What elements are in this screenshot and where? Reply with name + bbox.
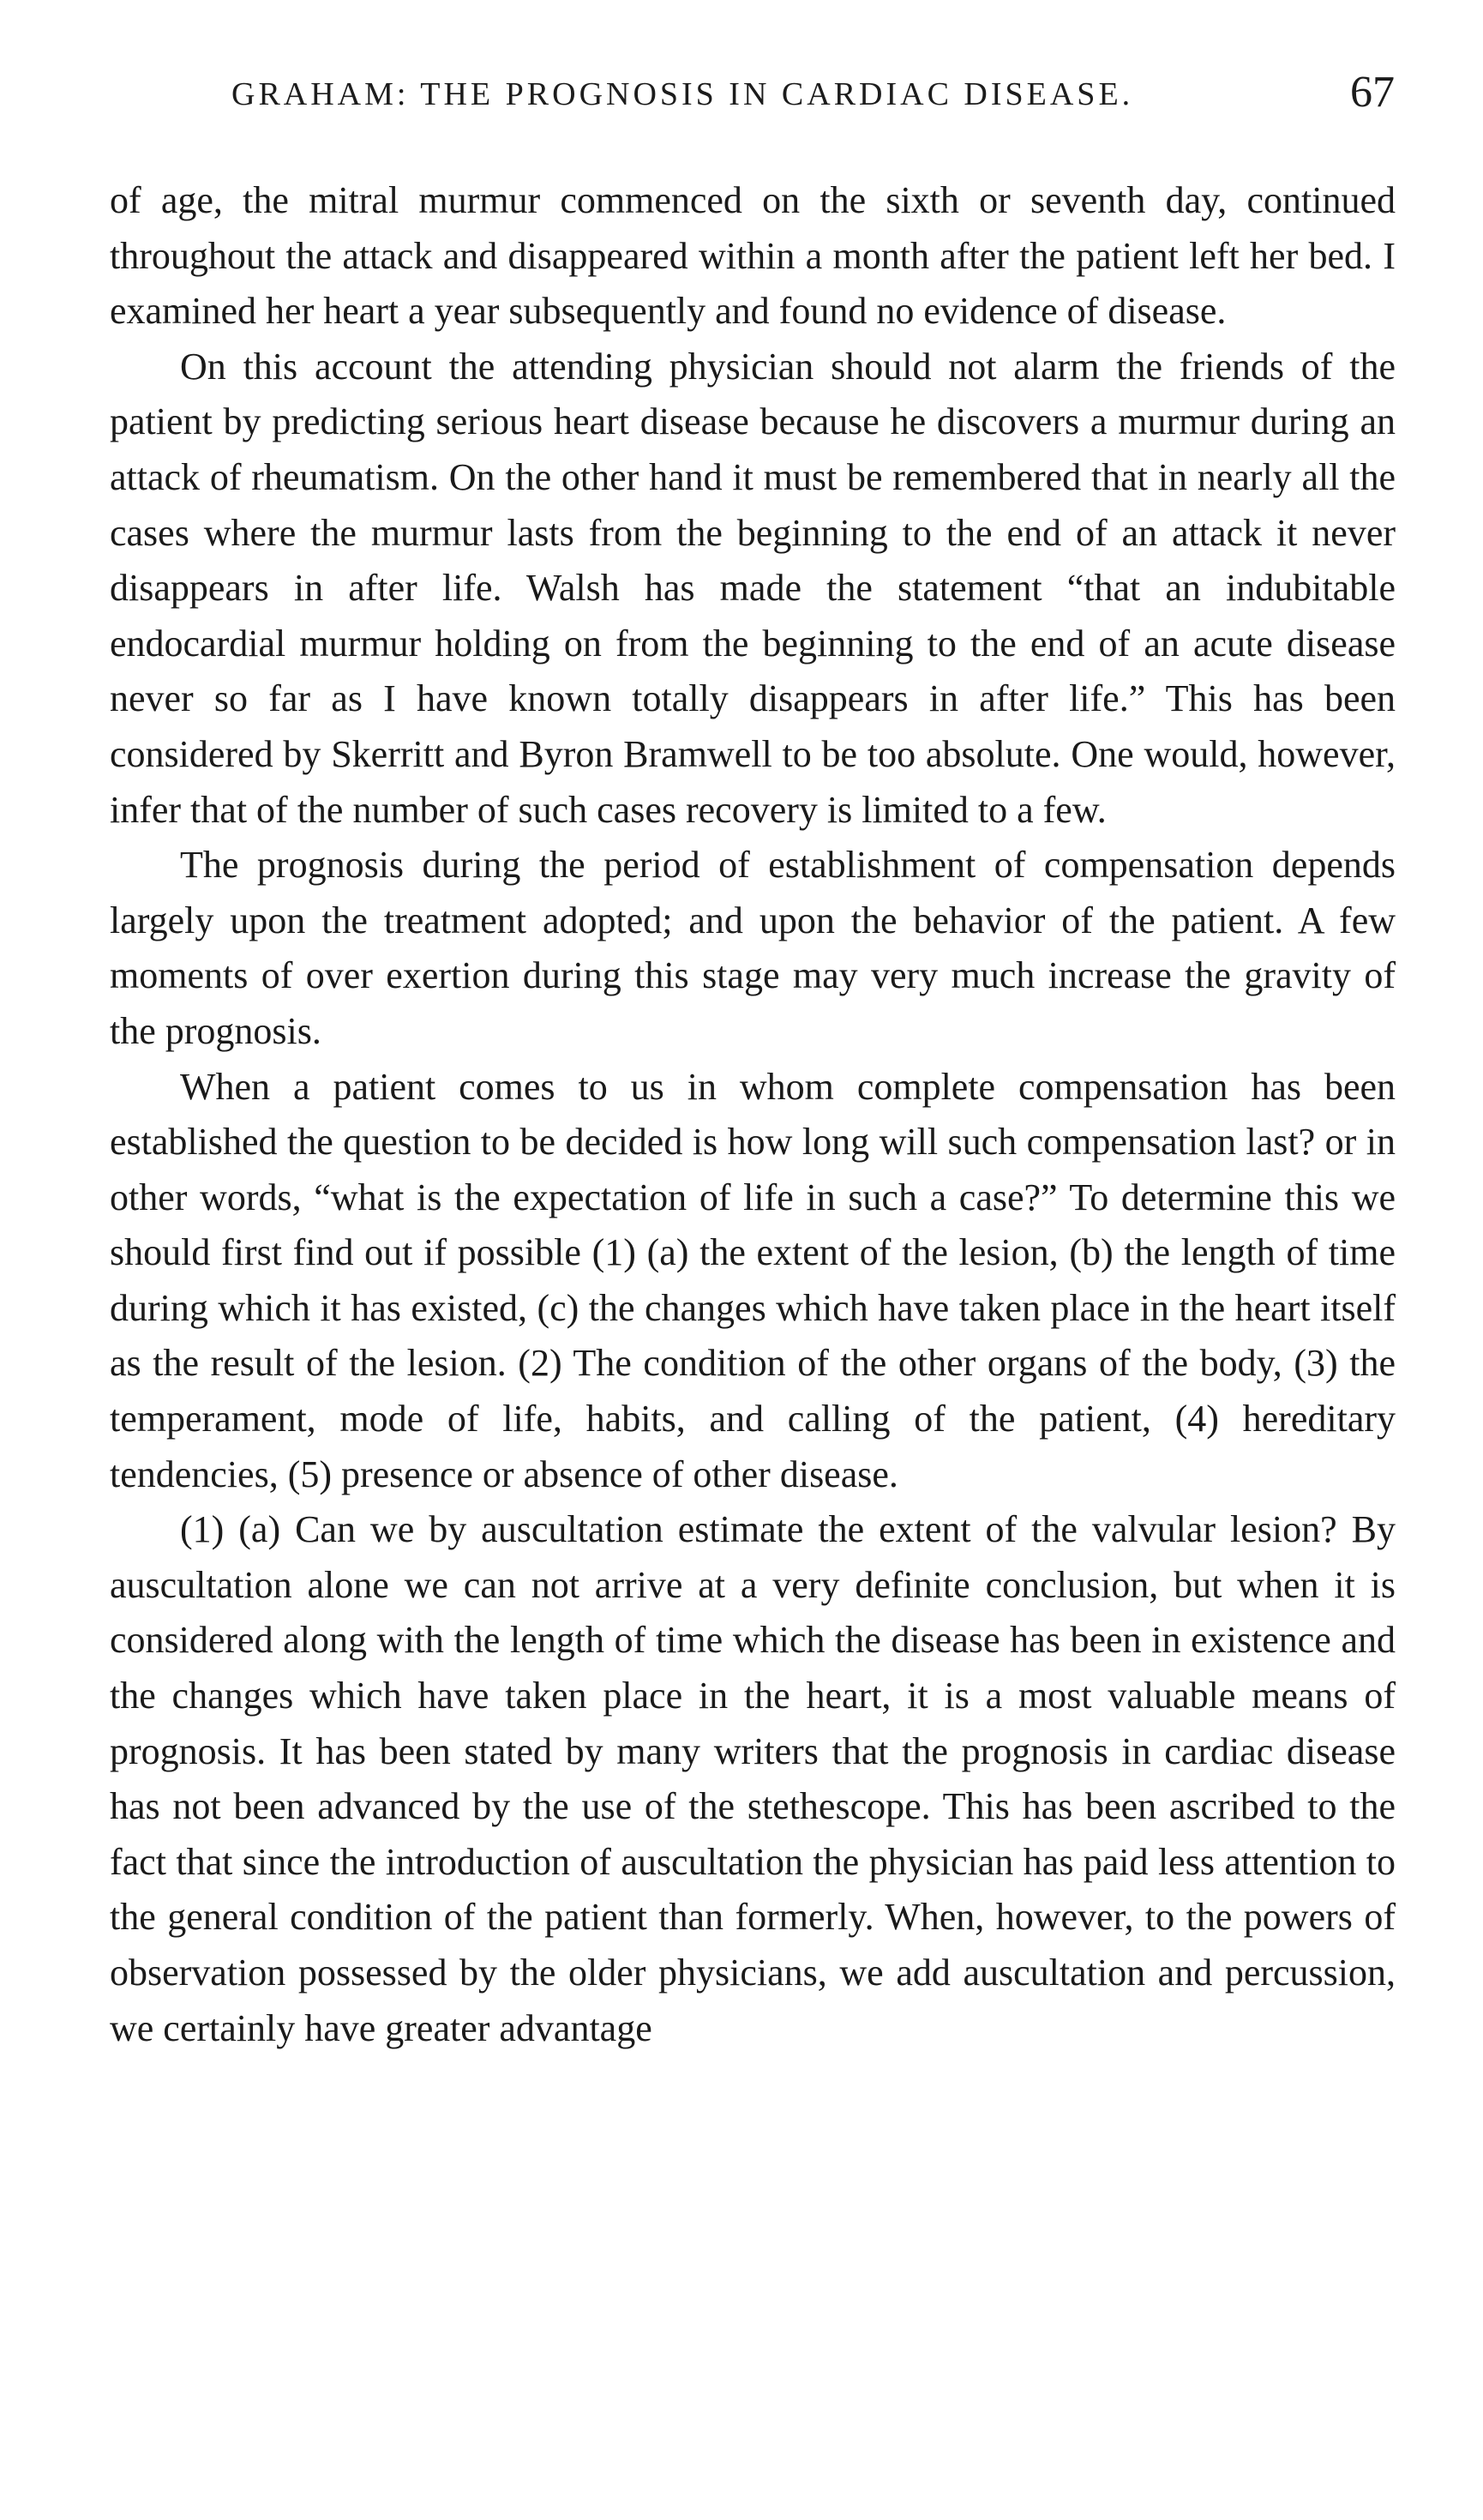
running-head: GRAHAM: THE PROGNOSIS IN CARDIAC DISEASE. [231, 76, 1134, 112]
paragraph: (1) (a) Can we by auscultation estimate the extent of the valvular lesion? By auscultation alone we can not arrive at a very definite conclusion, but when it is considered along with the length of time which the disease has been in existence and the changes which have taken place in the heart, it is a most valuable means of prognosis. It has been stated by many writers that the prognosis in cardiac disease has not been advanced by the use of the stethescope. This has been ascribed to the fact that since the introduction of auscultation the physician has paid less attention to the general condition of the patient than formerly. When, however, to the powers of observation possessed by the older physicians, we add auscultation and percussion, we certainly have greater advantage [110, 1508, 1396, 2049]
body-text [110, 173, 1396, 2056]
paragraph: When a patient comes to us in whom complete compensation has been established the question to be decided is how long will such compensation last? or in other words, “what is the expectation of life in such a case?” To determine this we should first find out if possible (1) (a) the extent of the lesion, (b) the length of time during which it has existed, (c) the changes which have taken place in the heart itself as the result of the lesion. (2) The condition of the other organs of the body, (3) the temperament, mode of life, habits, and calling of the patient, (4) hereditary tendencies, (5) presence or absence of other disease. [110, 1065, 1396, 1495]
paragraph: of age, the mitral murmur commenced on the sixth or seventh day, continued throughout the attack and disappeared within a month after the patient left her bed. I examined her heart a year subsequently and found no evidence of disease. [110, 179, 1396, 333]
paragraph: The prognosis during the period of establishment of compensation depends largely upon the treatment adopted; and upon the behavior of the patient. A few moments of over exertion during this stage may very much increase the gravity of the prognosis. [110, 844, 1396, 1052]
paragraph: On this account the attending physician should not alarm the friends of the patient by predicting serious heart disease because he discovers a murmur during an attack of rheumatism. On the other hand it must be remembered that in nearly all the cases where the murmur lasts from the beginning to the end of an attack it never disappears in after life. Walsh has made the statement “that an indubitable endocardial murmur holding on from the beginning to the end of an acute disease never so far as I have known totally disappears in after life.” This has been considered by Skerritt and Byron Bramwell to be too absolute. One would, however, infer that of the number of such cases recovery is limited to a few. [110, 345, 1396, 831]
page-number: 67 [1350, 68, 1395, 117]
